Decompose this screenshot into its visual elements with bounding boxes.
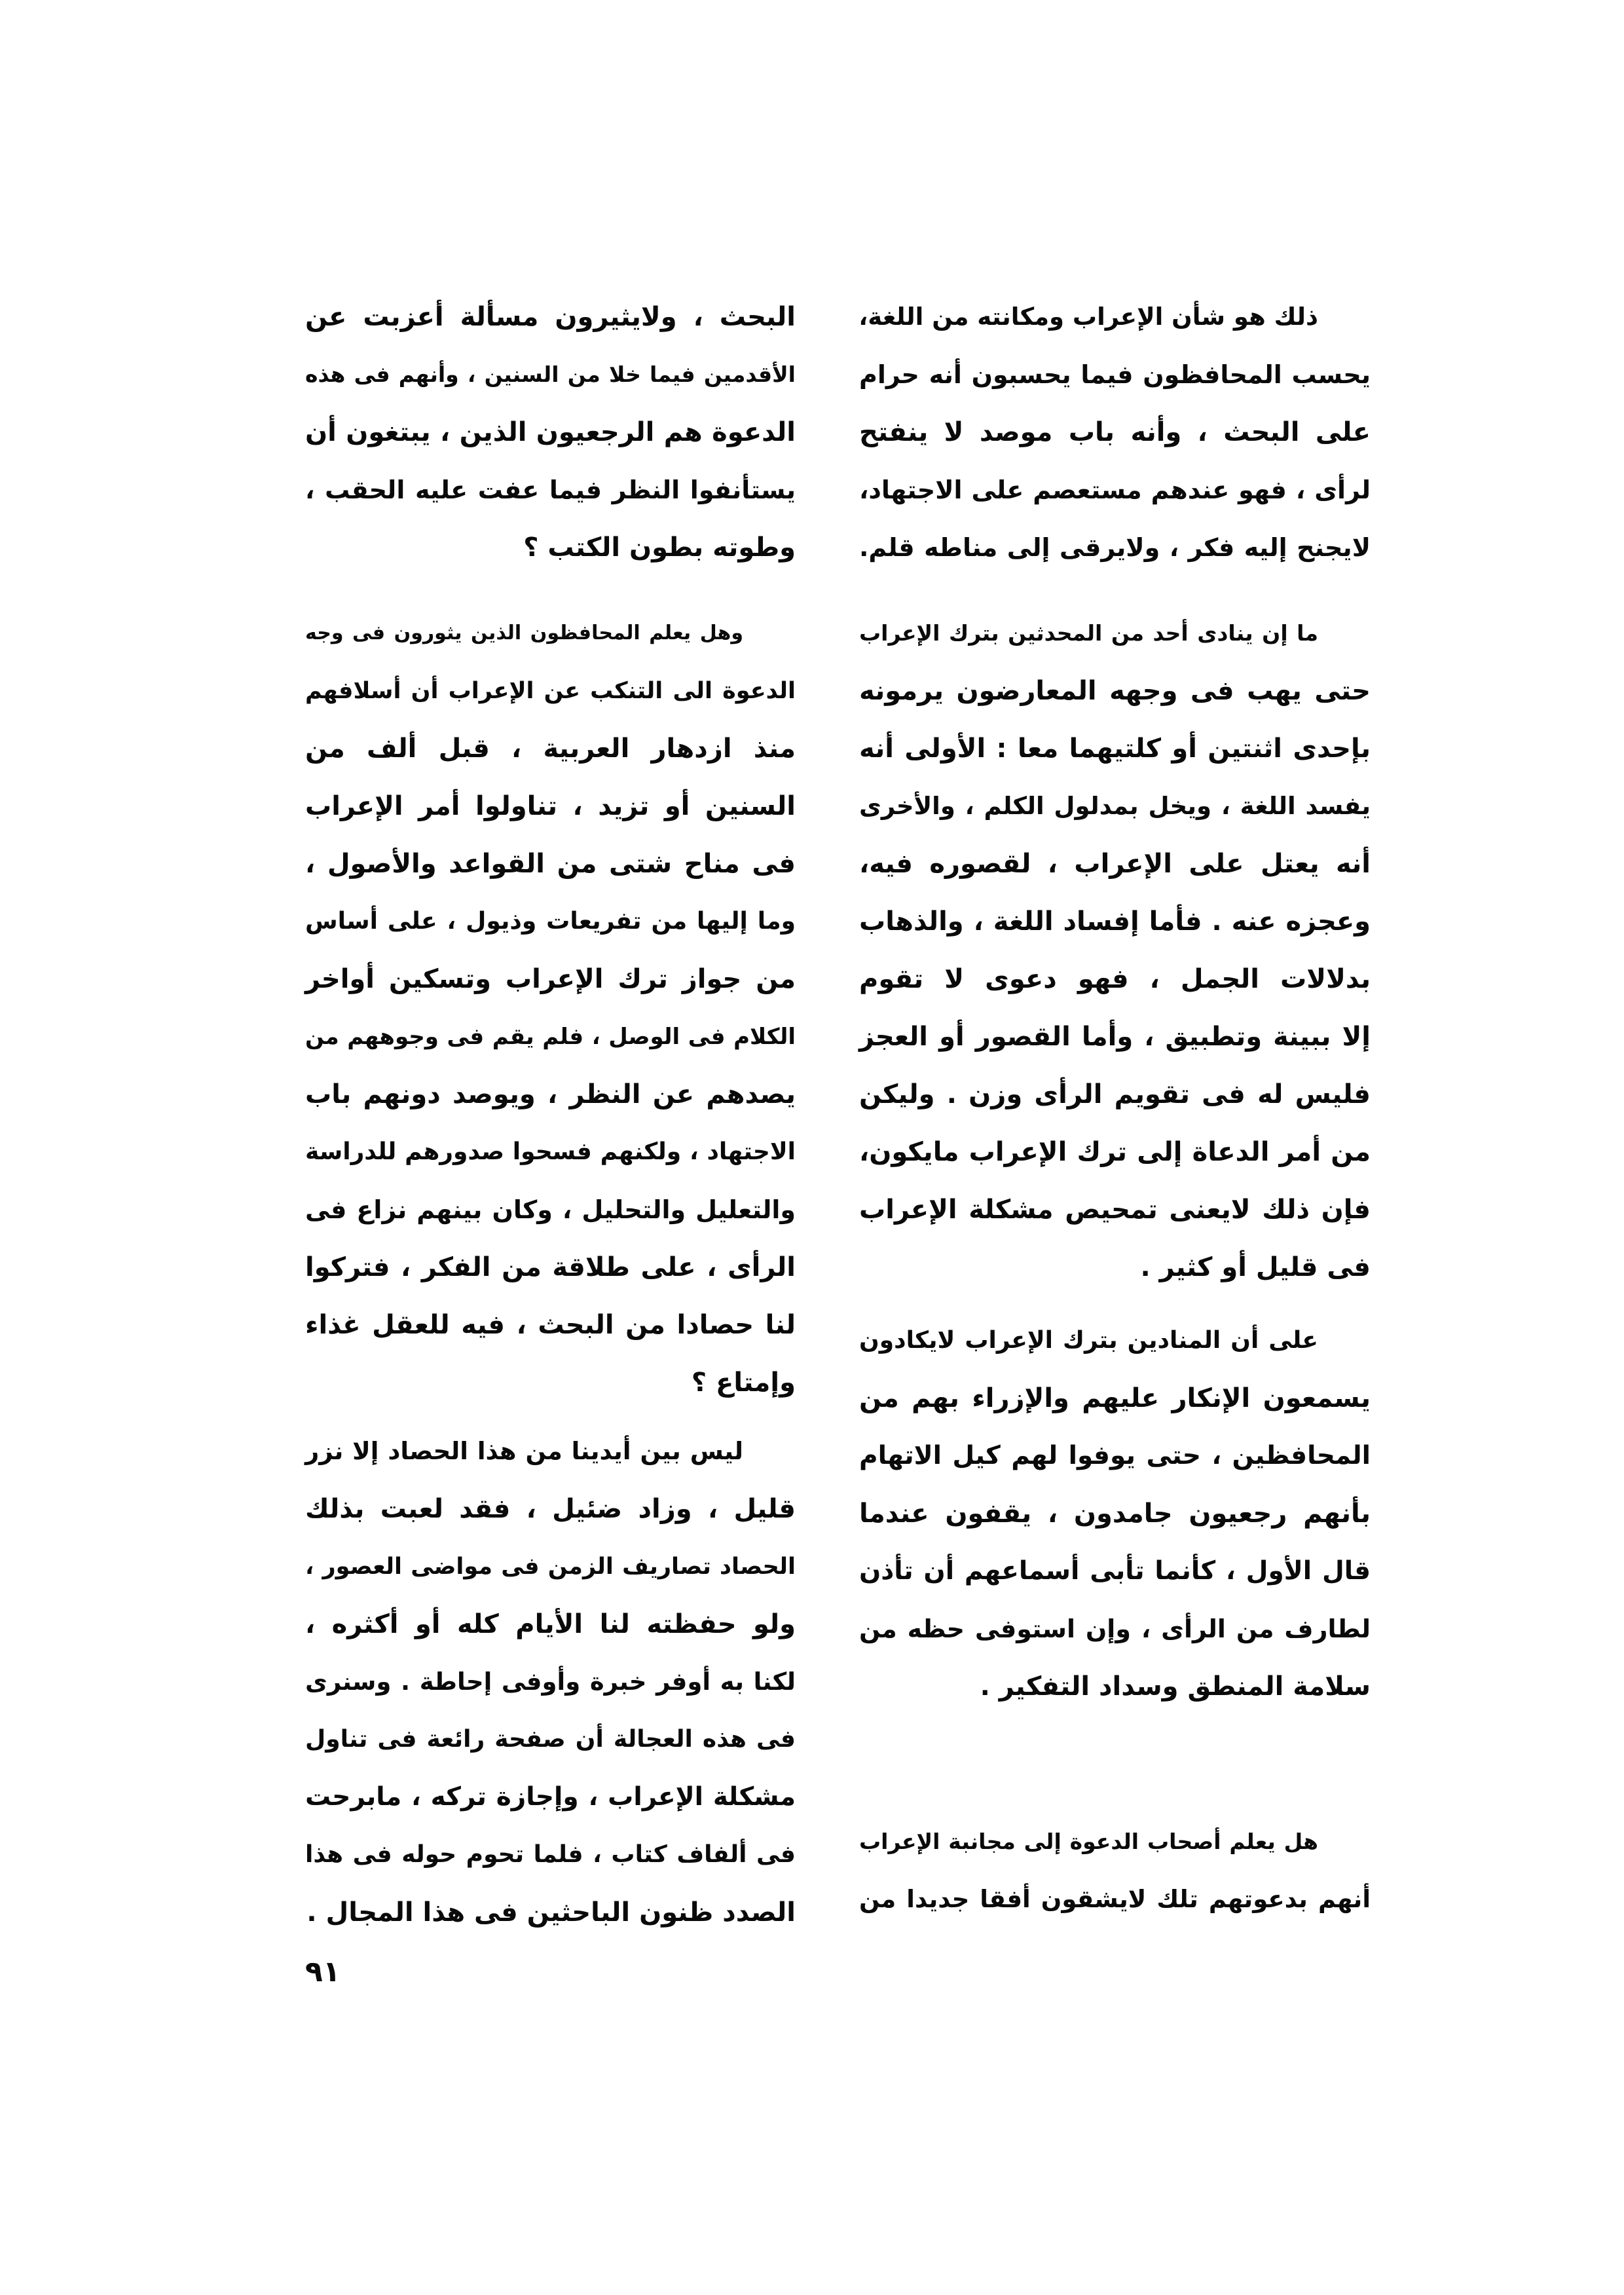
text-line: يفسد اللغة ، ويخل بمدلول الكلم ، والأخرى (859, 792, 1371, 820)
text-line: ما إن ينادى أحد من المحدثين بترك الإعراب (859, 620, 1318, 646)
text-line: هل يعلم أصحاب الدعوة إلى مجانبة الإعراب (859, 1829, 1318, 1854)
text-line: والتعليل والتحليل ، وكان بينهم نزاع فى (305, 1195, 796, 1224)
text-line: قال الأول ، كأنما تأبى أسماعهم أن تأذن (859, 1556, 1371, 1586)
text-line: بأنهم رجعيون جامدون ، يقفون عندما (859, 1499, 1371, 1529)
text-line: البحث ، ولايثيرون مسألة أعزبت عن (305, 302, 796, 332)
text-line: إلا ببينة وتطبيق ، وأما القصور أو العجز (859, 1022, 1371, 1052)
text-line: وعجزه عنه . فأما إفساد اللغة ، والذهاب (859, 906, 1371, 937)
text-line: على أن المنادين بترك الإعراب لايكادون (859, 1327, 1318, 1354)
text-line: ذلك هو شأن الإعراب ومكانته من اللغة، (858, 303, 1318, 331)
text-line: لطارف من الرأى ، وإن استوفى حظه من (859, 1614, 1371, 1643)
text-line: الدعوة هم الرجعيون الذين ، يبتغون أن (305, 417, 796, 447)
text-line: الأقدمين فيما خلا من السنين ، وأنهم فى هذه (305, 362, 796, 387)
text-line: سلامة المنطق وسداد التفكير . (980, 1671, 1371, 1702)
text-line: الاجتهاد ، ولكنهم فسحوا صدورهم للدراسة (305, 1138, 796, 1165)
text-line: لكنا به أوفر خبرة وأوفى إحاطة . وسنرى (305, 1668, 796, 1696)
text-line: الدعوة الى التنكب عن الإعراب أن أسلافهم (305, 678, 796, 704)
text-line: بإحدى اثنتين أو كلتيهما معا : الأولى أنه (859, 734, 1371, 764)
text-line: منذ ازدهار العربية ، قبل ألف من (305, 734, 796, 764)
text-line: ليس بين أيدينا من هذا الحصاد إلا نزر (305, 1437, 743, 1465)
text-line: لنا حصادا من البحث ، فيه للعقل غذاء (305, 1310, 796, 1340)
text-line: الرأى ، على طلاقة من الفكر ، فتركوا (305, 1252, 796, 1282)
text-line: يستأنفوا النظر فيما عفت عليه الحقب ، (305, 476, 796, 504)
text-line: المحافظين ، حتى يوفوا لهم كيل الاتهام (859, 1441, 1371, 1470)
text-line: فليس له فى تقويم الرأى وزن . وليكن (859, 1079, 1371, 1110)
text-line: بدلالات الجمل ، فهو دعوى لا تقوم (859, 964, 1371, 994)
text-line: فى هذه العجالة أن صفحة رائعة فى تناول (305, 1726, 796, 1753)
paragraph (859, 1312, 1371, 1715)
text-line: لرأى ، فهو عندهم مستعصم على الاجتهاد، (859, 476, 1371, 504)
text-line: حتى يهب فى وجهه المعارضون يرمونه (859, 676, 1371, 706)
text-line: يصدهم عن النظر ، ويوصد دونهم باب (305, 1079, 796, 1110)
text-line: الصدد ظنون الباحثين فى هذا المجال . (306, 1897, 796, 1928)
paragraph (859, 605, 1371, 1296)
text-line: يحسب المحافظون فيما يحسبون أنه حرام (859, 360, 1371, 389)
text-line: من جواز ترك الإعراب وتسكين أواخر (305, 964, 796, 994)
paragraph (305, 1423, 796, 1941)
paragraph (859, 288, 1371, 576)
page-number: ٩١ (305, 1955, 341, 1988)
text-line: من أمر الدعاة إلى ترك الإعراب مايكون، (859, 1137, 1371, 1167)
text-line: الحصاد تصاريف الزمن فى مواضى العصور ، (305, 1554, 796, 1580)
text-line: أنهم بدعوتهم تلك لايشقون أفقا جديدا من (859, 1885, 1371, 1913)
text-line: فى قليل أو كثير . (1140, 1252, 1371, 1282)
text-line: وإمتاع ؟ (691, 1368, 796, 1398)
text-line: فإن ذلك لايعنى تمحيص مشكلة الإعراب (859, 1195, 1371, 1225)
text-line: وما إليها من تفريعات وذيول ، على أساس (305, 908, 796, 935)
text-line: يسمعون الإنكار عليهم والإزراء بهم من (859, 1383, 1371, 1413)
text-line: على البحث ، وأنه باب موصد لا ينفتح (859, 417, 1371, 447)
text-line: فى ألفاف كتاب ، فلما تحوم حوله فى هذا (305, 1841, 796, 1868)
text-line: وهل يعلم المحافظون الذين يثورون فى وجه (305, 622, 743, 644)
text-line: الكلام فى الوصل ، فلم يقم فى وجوههم من (305, 1024, 796, 1050)
text-line: السنين أو تزيد ، تناولوا أمر الإعراب (305, 791, 796, 821)
text-line: فى مناح شتى من القواعد والأصول ، (305, 849, 796, 879)
text-line: ولو حفظته لنا الأيام كله أو أكثره ، (305, 1609, 796, 1639)
paragraph (305, 288, 796, 576)
text-line: قليل ، وزاد ضئيل ، فقد لعبت بذلك (305, 1494, 796, 1524)
text-line: وطوته بطون الكتب ؟ (523, 532, 796, 563)
text-line: لايجنح إليه فكر ، ولايرقى إلى مناطه قلم. (859, 533, 1371, 562)
text-line: مشكلة الإعراب ، وإجازة تركه ، مابرحت (305, 1782, 796, 1812)
text-line: أنه يعتل على الإعراب ، لقصوره فيه، (859, 849, 1371, 879)
paragraph (305, 605, 796, 1411)
paragraph (859, 1813, 1371, 1928)
